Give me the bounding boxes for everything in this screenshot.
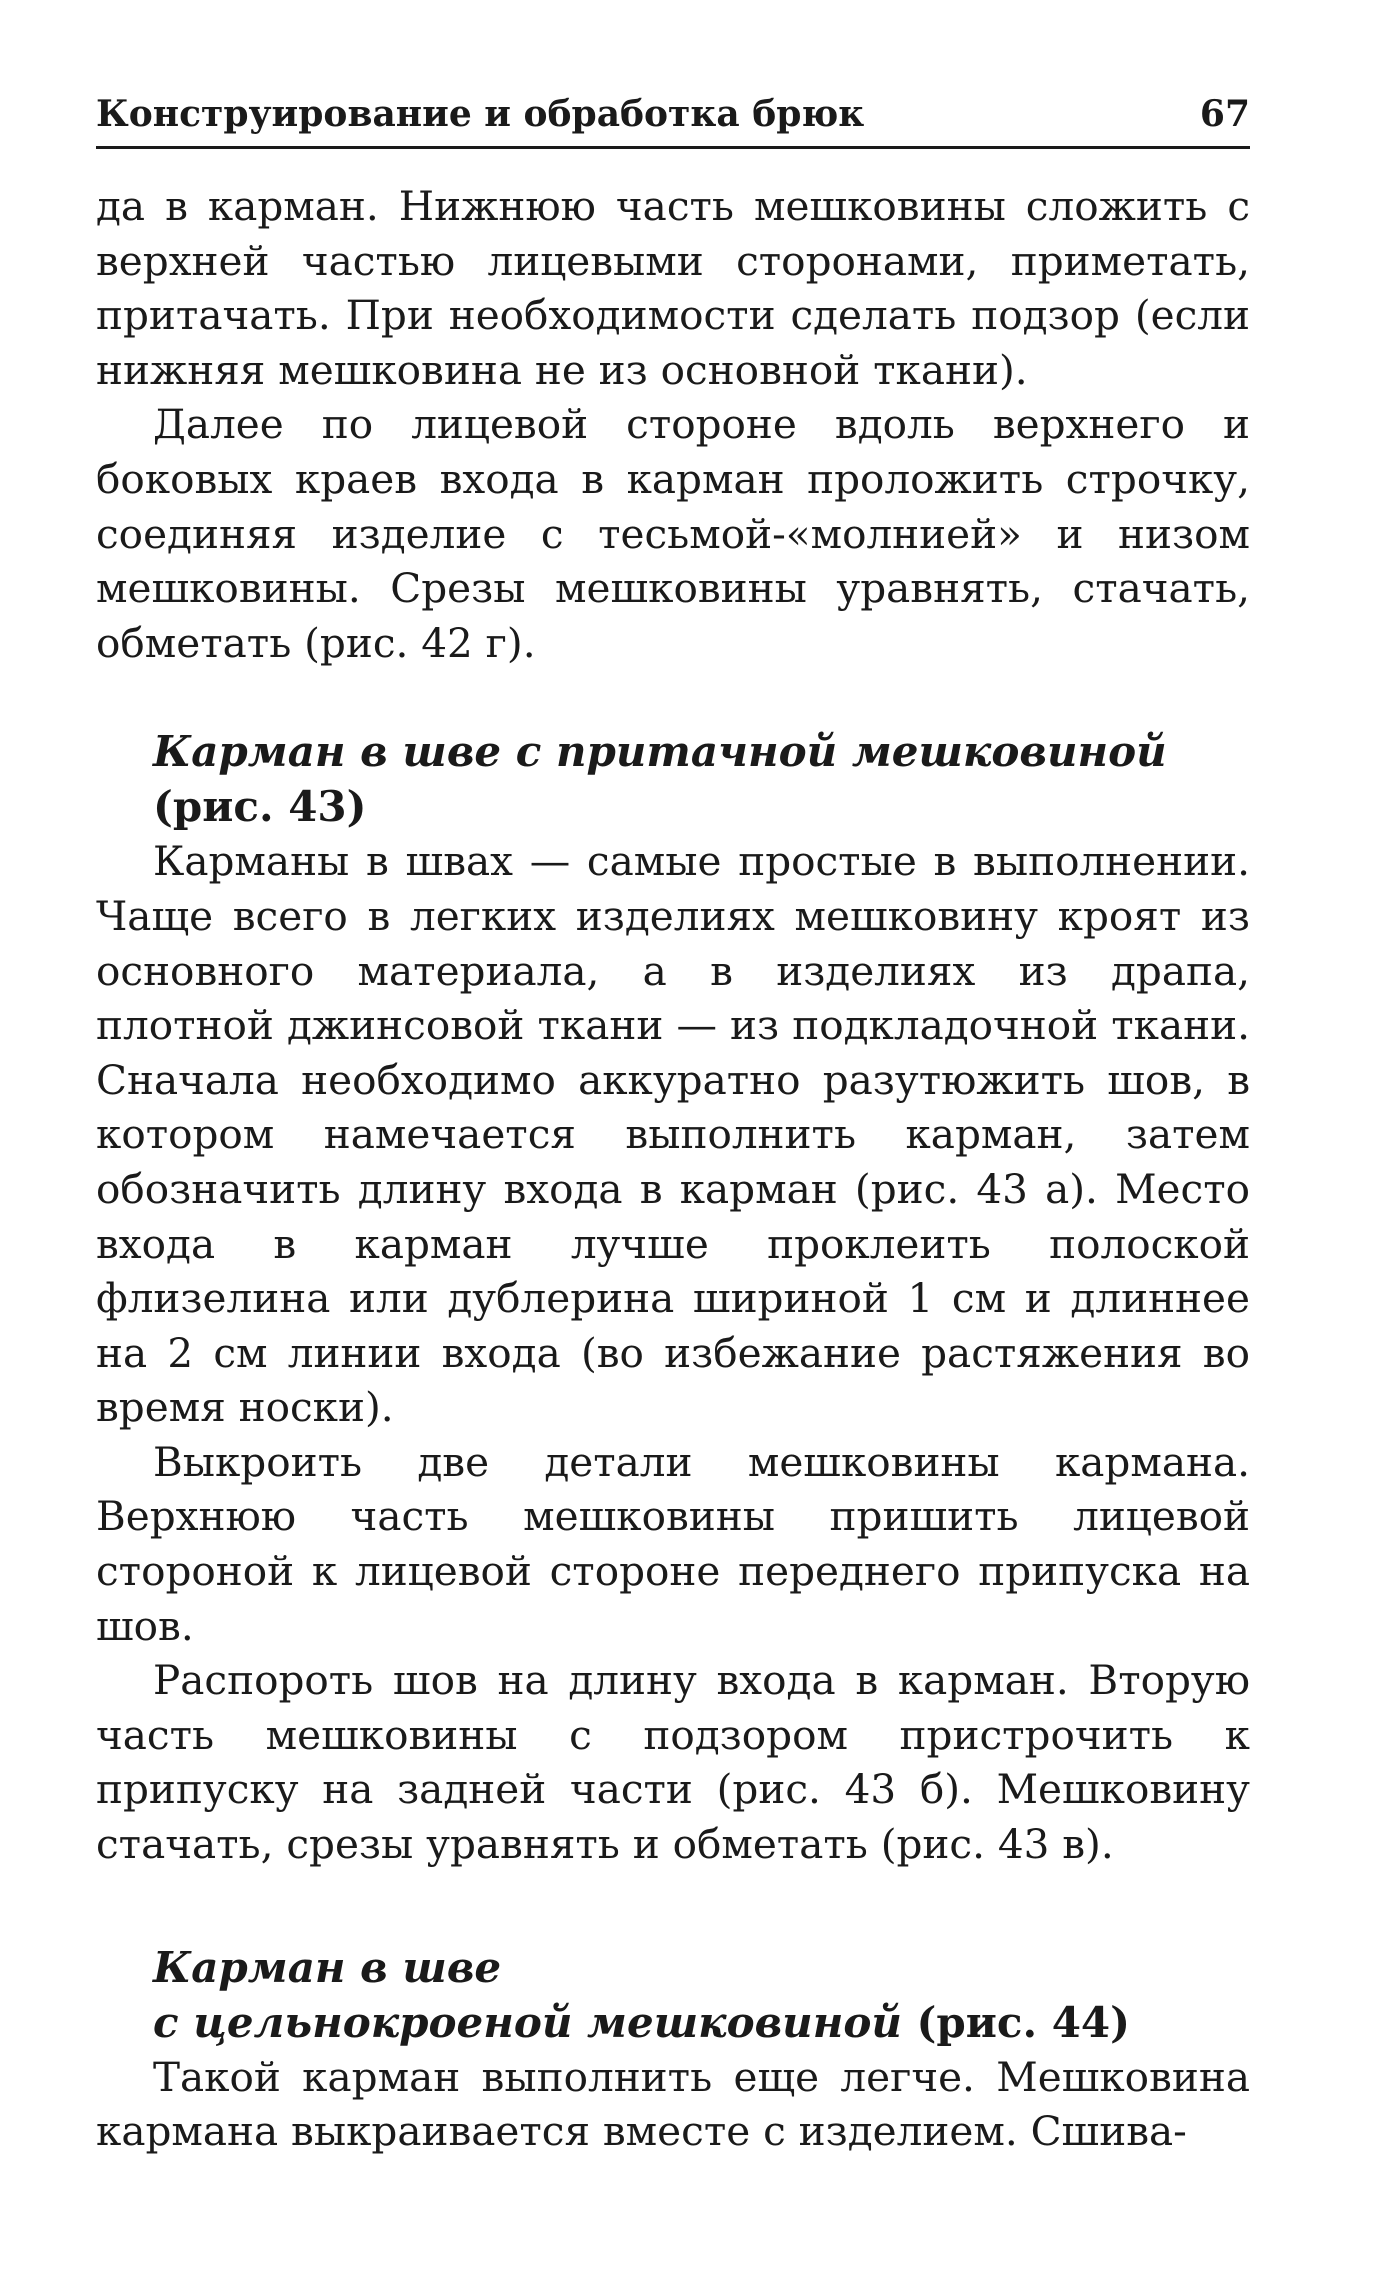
- book-page: [96, 92, 1250, 2159]
- body-text: [96, 179, 1250, 2159]
- section-heading-figure-ref: (рис. 43): [153, 782, 367, 832]
- chapter-title: Конструирование и обработка брюк: [96, 93, 865, 135]
- paragraph-continued: да в карман. Нижнюю часть мешковины сложить с верхней частью лицевыми сторонами, приметать, притачать. При необходимости сделать подзор (если нижняя мешковина не из основной ткани).: [96, 182, 1250, 394]
- paragraph: Распороть шов на длину входа в карман. Вторую часть мешковины с подзором пристрочить к припуску на задней части (рис. 43 б). Мешковину стачать, срезы уравнять и обметать (рис. 43 в).: [96, 1656, 1250, 1869]
- section-heading: [96, 724, 1250, 834]
- section-heading: [96, 1940, 1250, 2050]
- paragraph: Выкроить две детали мешковины кармана. Верхнюю часть мешковины пришить лицевой стороной к лицевой стороне переднего припуска на шов.: [96, 1437, 1250, 1650]
- section-heading-figure-ref: (рис. 44): [916, 1997, 1131, 2047]
- section-heading-title-line1: Карман в шве: [153, 1942, 502, 1992]
- section-heading-title-line2: с цельнокроеной мешковиной: [153, 1997, 902, 2047]
- page-number: 67: [1199, 93, 1250, 135]
- paragraph: Далее по лицевой стороне вдоль верхнего и боковых краев входа в карман проложить строчку, соединяя изделие с тесьмой-«молнией» и низом мешковины. Срезы мешковины уравнять, стачать, обметать (рис. 42 г).: [96, 400, 1250, 667]
- paragraph: Карманы в швах — самые простые в выполнении. Чаще всего в легких изделиях мешковину кроят из основного материала, а в изделиях из драпа, плотной джинсовой ткани — из подкладочной ткани. Сначала необходимо аккуратно разутюжить шов, в котором намечается выполнить карман, затем обозначить длину входа в карман (рис. 43 а). Место входа в карман лучше проклеить полоской флизелина или дублерина шириной 1 см и длиннее на 2 см линии входа (во избежание растяжения во время носки).: [96, 837, 1250, 1432]
- section-heading-title: Карман в шве с притачной мешковиной: [153, 727, 1167, 777]
- running-header: [96, 92, 1250, 149]
- paragraph: Такой карман выполнить еще легче. Мешковина кармана выкраивается вместе с изделием. Сшива-: [96, 2052, 1250, 2156]
